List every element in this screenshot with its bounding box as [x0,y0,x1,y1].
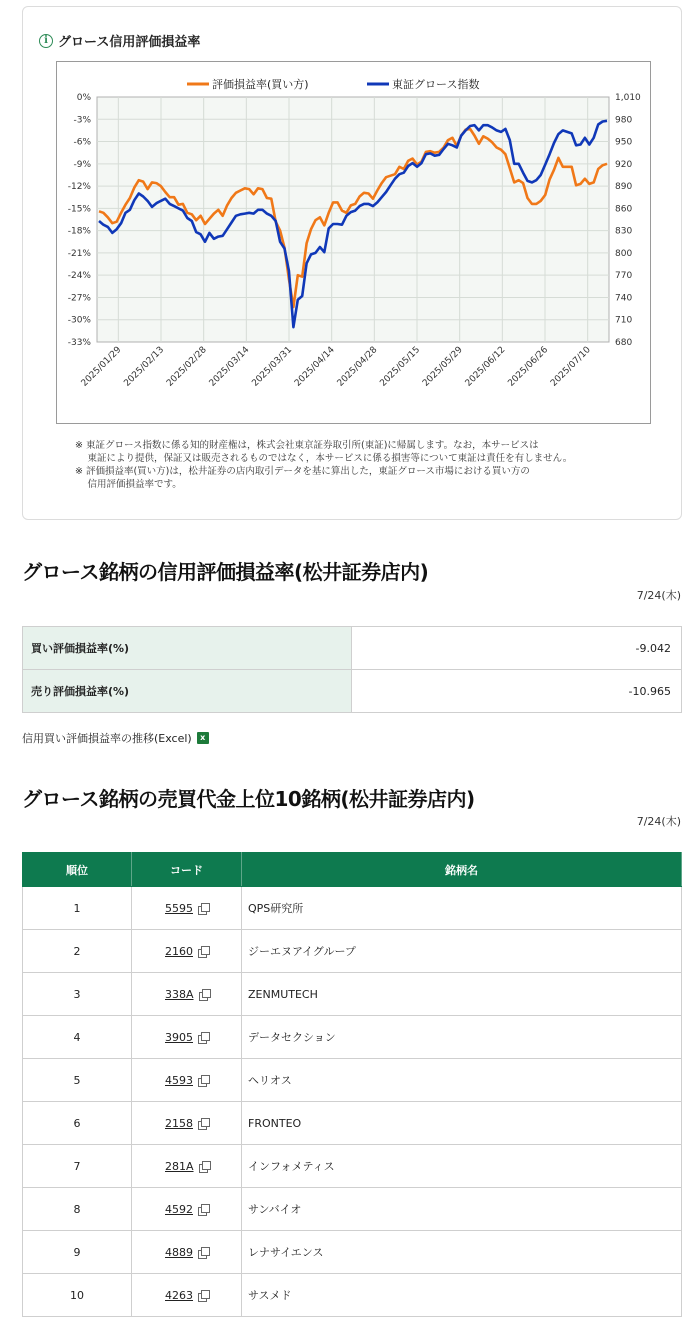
stock-name-cell: ヘリオス [242,1059,682,1102]
code-cell [132,1102,242,1145]
header-name: 銘柄名 [242,853,682,887]
y-right-tick-label: 830 [615,226,633,237]
code-cell [132,1231,242,1274]
x-tick-label: 2025/03/14 [207,345,252,389]
chart-note-2: 東証により提供，保証又は販売されるものではなく，本サービスに係る損害等について東証は責任を有しません。 [75,453,573,464]
y-right-tick-label: 710 [615,315,633,326]
ranking-section-date: 7/24(木) [636,815,681,828]
rank-cell: 5 [23,1059,132,1102]
y-right-tick-label: 680 [615,338,633,348]
code-cell [132,1188,242,1231]
rank-cell: 8 [23,1188,132,1231]
copy-icon[interactable] [198,903,208,913]
rank-cell: 6 [23,1102,132,1145]
x-tick-label: 2025/02/28 [165,345,209,389]
code-cell [132,1016,242,1059]
table-row [23,1231,682,1274]
y-right-tick-label: 920 [615,159,633,170]
y-right-tick-label: 890 [615,182,633,193]
y-right-tick-label: 800 [615,248,633,259]
header-code: コード [132,853,242,887]
rank-cell: 2 [23,930,132,973]
code-cell [132,930,242,973]
x-tick-label: 2025/01/29 [79,345,124,389]
stock-name-cell: レナサイエンス [242,1231,682,1274]
stock-code-link[interactable]: 4889 [165,1245,193,1259]
rank-cell: 10 [23,1274,132,1317]
line-chart [57,62,650,423]
chart-card-title: グロース信用評価損益率 [58,35,201,50]
chart-note-3: ※ 評価損益率(買い方)は，松井証券の店内取引データを基に算出した，東証グロース市場における買い方の [75,466,530,477]
chart-card [22,6,682,520]
margin-section-date: 7/24(木) [636,589,681,602]
x-tick-label: 2025/04/14 [293,345,337,389]
legend-label: 東証グロース指数 [392,78,480,91]
copy-icon[interactable] [198,1247,208,1257]
copy-icon[interactable] [198,1075,208,1085]
chart-card-header [39,31,200,50]
rank-cell: 1 [23,887,132,930]
stock-code-link[interactable]: 2160 [165,944,193,958]
stock-code-link[interactable]: 3905 [165,1030,193,1044]
excel-icon[interactable]: x [197,732,209,744]
stock-name-cell: サスメド [242,1274,682,1317]
x-tick-label: 2025/02/13 [122,345,167,389]
margin-rate-table [22,626,682,713]
chart-note-1: ※ 東証グロース指数に係る知的財産権は，株式会社東京証券取引所(東証)に帰属します。なお，本サービスは [75,440,539,451]
y-right-tick-label: 980 [615,115,633,126]
stock-name-cell: サンバイオ [242,1188,682,1231]
x-tick-label: 2025/03/31 [250,345,295,389]
copy-icon[interactable] [198,1204,208,1214]
margin-section-title: グロース銘柄の信用評価損益率(松井証券店内) [22,560,429,584]
ranking-section-title: グロース銘柄の売買代金上位10銘柄(松井証券店内) [22,787,475,811]
plot-area [97,97,609,342]
table-header-row [23,853,682,887]
y-left-tick-label: 0% [76,93,91,103]
table-row [23,973,682,1016]
y-left-tick-label: -30% [67,315,91,326]
x-tick-label: 2025/07/10 [549,345,593,389]
stock-code-link[interactable]: 4593 [165,1073,193,1087]
excel-download-link[interactable] [22,730,209,746]
copy-icon[interactable] [198,1290,208,1300]
table-row [23,1016,682,1059]
x-tick-label: 2025/06/26 [506,345,551,389]
copy-icon[interactable] [198,1032,208,1042]
legend-label: 評価損益率(買い方) [212,78,309,91]
table-row [23,627,682,670]
copy-icon[interactable] [199,989,209,999]
sell-rate-value: -10.965 [352,670,682,713]
code-cell [132,1274,242,1317]
y-left-tick-label: -12% [67,182,91,193]
stock-code-link[interactable]: 338A [165,987,194,1001]
x-tick-label: 2025/05/15 [378,345,423,389]
sell-rate-label: 売り評価損益率(%) [23,670,352,713]
x-tick-label: 2025/05/29 [421,345,465,389]
y-left-tick-label: -9% [73,159,91,170]
y-left-tick-label: -18% [67,226,91,237]
rank-cell: 7 [23,1145,132,1188]
y-left-tick-label: -27% [67,293,91,304]
y-left-tick-label: -15% [67,204,91,215]
stock-code-link[interactable]: 2158 [165,1116,193,1130]
table-row [23,1145,682,1188]
copy-icon[interactable] [199,1161,209,1171]
table-row [23,887,682,930]
stock-name-cell: データセクション [242,1016,682,1059]
code-cell [132,1145,242,1188]
table-row [23,1102,682,1145]
excel-link-label[interactable]: 信用買い評価損益率の推移(Excel) [22,732,192,745]
y-left-tick-label: -24% [67,271,91,282]
table-row [23,1274,682,1317]
table-row [23,670,682,713]
stock-code-link[interactable]: 5595 [165,901,193,915]
chart-frame [56,61,651,424]
code-cell [132,887,242,930]
stock-code-link[interactable]: 281A [165,1159,194,1173]
table-row [23,1059,682,1102]
code-cell [132,1059,242,1102]
y-left-tick-label: -21% [67,248,91,259]
stock-code-link[interactable]: 4592 [165,1202,193,1216]
stock-name-cell: FRONTEO [242,1102,682,1145]
y-right-tick-label: 1,010 [615,93,641,103]
y-right-tick-label: 740 [615,293,633,304]
y-left-tick-label: -3% [73,115,91,126]
chart-note-4: 信用評価損益率です。 [75,479,182,490]
stock-name-cell: インフォメティス [242,1145,682,1188]
info-icon: i [39,34,53,48]
ranking-table [22,852,682,1317]
y-right-tick-label: 860 [615,204,633,215]
buy-rate-label: 買い評価損益率(%) [23,627,352,670]
stock-name-cell: ジーエヌアイグループ [242,930,682,973]
y-left-tick-label: -33% [67,338,91,348]
rank-cell: 9 [23,1231,132,1274]
rank-cell: 4 [23,1016,132,1059]
code-cell [132,973,242,1016]
header-rank: 順位 [23,853,132,887]
rank-cell: 3 [23,973,132,1016]
buy-rate-value: -9.042 [352,627,682,670]
x-tick-label: 2025/06/12 [463,345,508,389]
y-left-tick-label: -6% [73,137,91,148]
y-right-tick-label: 950 [615,137,633,148]
copy-icon[interactable] [198,1118,208,1128]
stock-name-cell: ZENMUTECH [242,973,682,1016]
table-row [23,1188,682,1231]
x-tick-label: 2025/04/28 [335,345,380,389]
stock-name-cell: QPS研究所 [242,887,682,930]
stock-code-link[interactable]: 4263 [165,1288,193,1302]
table-row [23,930,682,973]
y-right-tick-label: 770 [615,271,633,282]
ranking-table-body [23,887,682,1317]
copy-icon[interactable] [198,946,208,956]
